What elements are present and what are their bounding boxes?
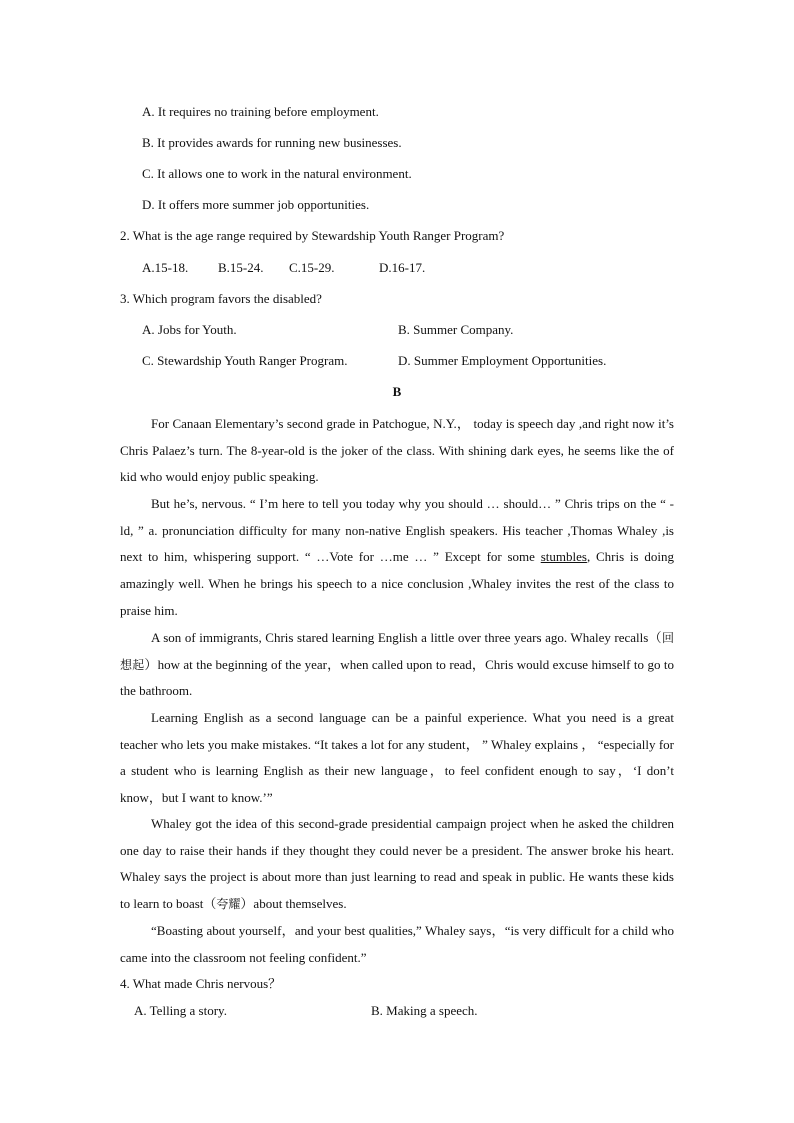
q4-option-a: A. Telling a story. [134,1003,227,1018]
q1-option-a: A. It requires no training before employment. [142,104,379,119]
paragraph-3-text-start: A son of immigrants, Chris stared learning English a little over three years ago. Whaley recalls（ [151,630,662,645]
paragraph-3-text-end: ）how at the beginning of the year，when called upon to read，Chris would excuse himself to go to the bathroom. [120,656,674,699]
q3-question: 3. Which program favors the disabled? [120,291,322,306]
paragraph-5-text-start: Whaley got the idea of this second-grade presidential campaign project when he asked the children one day to raise their hands if they thought they could never be a president. The answer broke his heart. Whaley says the project is about more than just learning to read and speak in public. He wants these kids to learn to boast（ [120,816,674,912]
q3-option-d: D. Summer Employment Opportunities. [398,353,607,368]
q2-option-a: A.15-18. [142,260,189,275]
chinese-gloss: 回想起 [120,631,674,672]
q4-option-b: B. Making a speech. [371,1003,478,1018]
passage-paragraph-2 [120,491,674,625]
q1-option-d: D. It offers more summer job opportunities. [142,197,370,212]
section-title: B [392,384,402,399]
q3-option-c: C. Stewardship Youth Ranger Program. [142,353,348,368]
paragraph-5-text-end: ）about themselves. [240,896,347,912]
q4-question: 4. What made Chris nervous？ [120,976,282,991]
q2-question: 2. What is the age range required by Stewardship Youth Ranger Program? [120,228,505,243]
underlined-word: stumbles [540,549,587,565]
q1-option-b: B. It provides awards for running new businesses. [142,135,402,150]
passage-paragraph-1: For Canaan Elementary’s second grade in Patchogue, N.Y.， today is speech day ,and right now it’s Chris Palaez’s turn. The 8-year-old is the joker of the class. With shining dark eyes, he seems like the of kid who would enjoy public speaking. [120,416,674,485]
q2-option-c: C.15-29. [289,260,335,275]
passage-paragraph-4: Learning English as a second language can be a painful experience. What you need is a great teacher who lets you make mistakes. “It takes a lot for any student， ” Whaley explains ， “especially for a student who is learning English as their new language，to feel confident enough to say，‘I don’t know，but I want to know.’” [120,710,674,806]
passage-paragraph-5 [120,811,674,918]
paragraph-2-text-start: But he’s, nervous. “ I’m here to tell you today why you should … should… ” Chris trips on the “ -ld, ” a. pronunciation difficulty for many non-native English speakers. His teacher ,Thomas Whaley ,is next to him, whispering support. “ …Vote for …me … ” Except for some [120,496,674,565]
q3-option-a: A. Jobs for Youth. [142,322,237,337]
chinese-gloss: 夸耀 [216,897,241,912]
passage-paragraph-6: “Boasting about yourself，and your best qualities,” Whaley says，“is very difficult for a child who came into the classroom not feeling confident.” [120,923,674,965]
q2-option-d: D.16-17. [379,260,426,275]
q3-option-b: B. Summer Company. [398,322,514,337]
paragraph-2-text-end: , Chris is doing amazingly well. When he brings his speech to a nice conclusion ,Whaley invites the rest of the class to praise him. [120,549,674,618]
q2-option-b: B.15-24. [218,260,264,275]
q1-option-c: C. It allows one to work in the natural environment. [142,166,412,181]
passage-paragraph-3 [120,625,674,705]
